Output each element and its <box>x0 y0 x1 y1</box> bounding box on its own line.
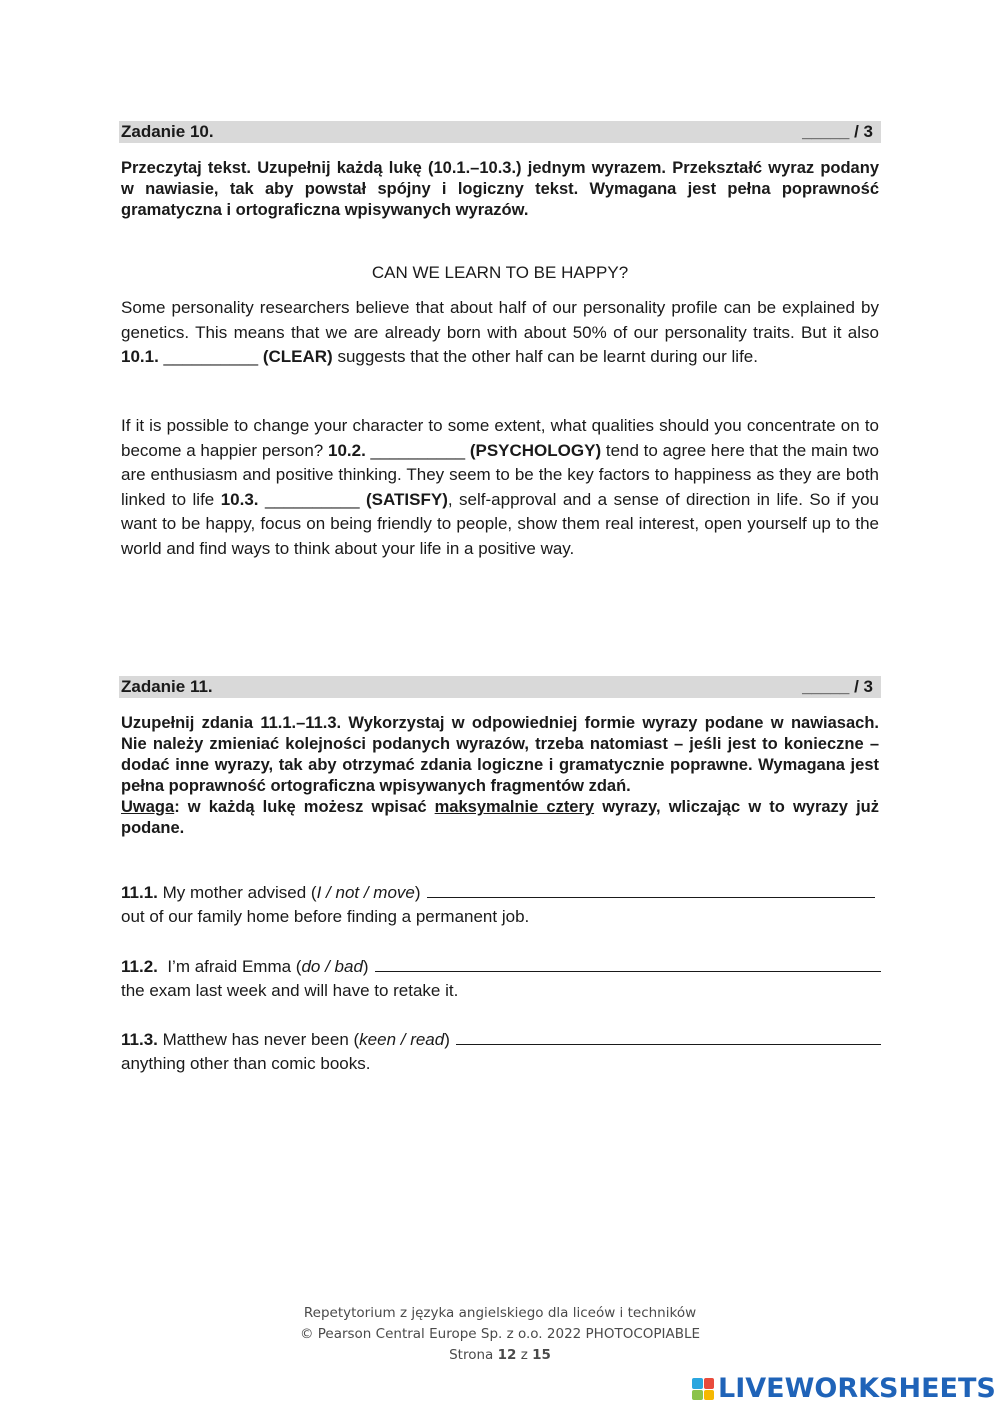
gap-10-2-number: 10.2. <box>328 440 366 460</box>
task-11-note: Uwaga: w każdą lukę możesz wpisać maksymalnie cztery wyrazy, wliczając w to wyrazy już podane. <box>121 798 879 837</box>
gap-10-2-word: (PSYCHOLOGY) <box>469 440 602 460</box>
task-11-score: _____ / 3 <box>802 677 873 696</box>
answer-blank-11-2[interactable] <box>375 957 881 972</box>
sentence-11-3: 11.3. Matthew has never been ( keen / read ) anything other than comic books. <box>121 1028 881 1076</box>
answer-blank-11-1[interactable] <box>427 883 875 898</box>
liveworksheets-wordmark: LIVEWORKSHEETS <box>718 1373 996 1404</box>
task-11-header <box>119 676 881 698</box>
gap-10-1-number: 10.1. <box>121 347 159 367</box>
note-label: Uwaga <box>121 798 175 816</box>
task-10-header <box>119 121 881 143</box>
task-10-title: Zadanie 10. <box>121 122 214 141</box>
note-max-words: maksymalnie cztery <box>434 798 595 816</box>
liveworksheets-logo <box>692 1373 996 1404</box>
footer-book-title: Repetytorium z języka angielskiego dla liceów i techników <box>303 1305 697 1321</box>
gap-10-1-blank[interactable]: __________ <box>163 347 259 367</box>
footer-copyright: © Pearson Central Europe Sp. z o.o. 2022 PHOTOCOPIABLE <box>299 1326 701 1342</box>
footer-page-number: Strona 12 z 15 <box>449 1347 551 1363</box>
task-11-title: Zadanie 11. <box>121 677 213 696</box>
gap-10-1-word: (CLEAR) <box>262 347 333 367</box>
task-10-score: _____ / 3 <box>802 122 873 141</box>
liveworksheets-icon <box>692 1378 714 1400</box>
task-10-paragraph-2: If it is possible to change your character to some extent, what qualities should you concentrate on to become a happier person? 10.2. __________ (PSYCHOLOGY) tend to agree here that the main two are enthusiasm and positive thinking. They seem to be the key factors to happiness as they are both linked to life 10.3. __________ (SATISFY), self-approval and a sense of direction in life. So if you want to be happy, focus on being friendly to people, show them real interest, open yourself up to the world and find ways to think about your life in a positive way. <box>121 416 879 558</box>
answer-blank-11-3[interactable] <box>456 1030 881 1045</box>
task-10-paragraph-1: Some personality researchers believe that about half of our personality profile can be explained by genetics. This means that we are already born with about 50% of our personality traits. But it also 10.1. __________ (CLEAR) suggests that the other half can be learnt during our life. <box>121 298 879 367</box>
text-title: CAN WE LEARN TO BE HAPPY? <box>371 263 629 282</box>
sentence-11-2: 11.2. I’m afraid Emma ( do / bad ) the exam last week and will have to retake it. <box>121 955 881 1003</box>
sentence-11-1: 11.1. My mother advised ( I / not / move ) out of our family home before finding a permanent job. <box>121 881 881 929</box>
gap-10-3-word: (SATISFY) <box>366 489 448 509</box>
gap-10-3-number: 10.3. <box>220 489 259 509</box>
task-11-instruction: Uzupełnij zdania 11.1.–11.3. Wykorzystaj w odpowiedniej formie wyrazy podane w nawiasach. Nie należy zmieniać kolejności podanych wyrazów, trzeba natomiast – jeśli jest to konieczne – dodać inne wyrazy, tak aby otrzymać zdania logiczne i gramatycznie poprawne. Wymagana jest pełna poprawność ortograficzna wpisywanych fragmentów zdań. Uwaga: w każdą lukę możesz wpisać maksymalnie cztery wyrazy, wliczając w to wyrazy już podane. <box>121 714 879 837</box>
gap-10-3-blank[interactable]: __________ <box>265 489 360 509</box>
gap-10-2-blank[interactable]: __________ <box>370 440 466 460</box>
task-10-instruction: Przeczytaj tekst. Uzupełnij każdą lukę (10.1.–10.3.) jednym wyrazem. Przekształć wyraz podany w nawiasie, tak aby powstał spójny i logiczny tekst. Wymagana jest pełna poprawność gramatyczna i ortograficzna wpisywanych wyrazów. <box>121 159 879 219</box>
